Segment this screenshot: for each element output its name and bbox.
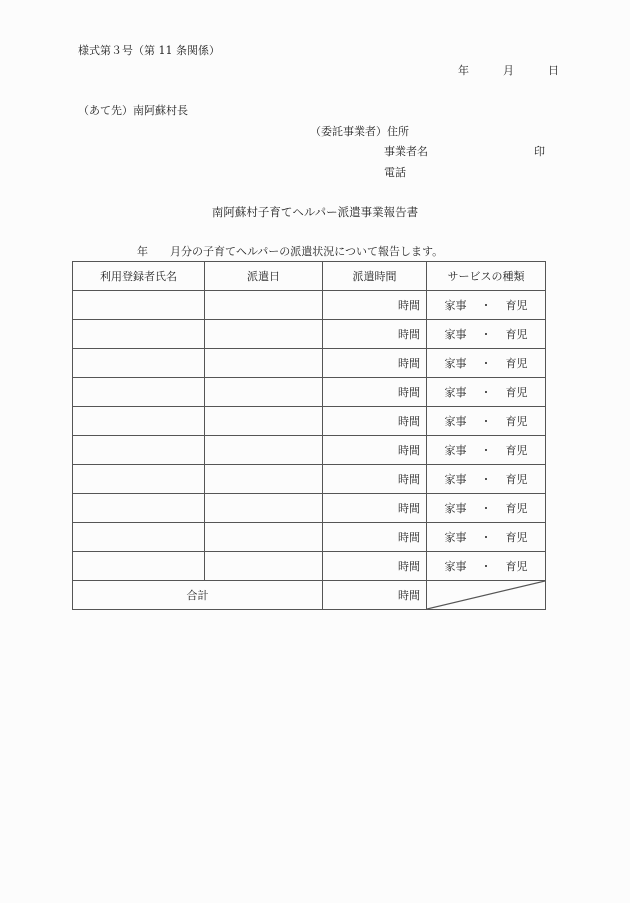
separator-dot: ・ bbox=[480, 444, 492, 457]
total-hours-unit: 時間 bbox=[398, 589, 420, 602]
hours-unit: 時間 bbox=[398, 386, 420, 399]
user-name-cell[interactable] bbox=[73, 494, 205, 523]
dispatch-hours-cell[interactable] bbox=[323, 523, 427, 552]
business-name-label: 事業者名 bbox=[384, 145, 428, 158]
phone-label: 電話 bbox=[384, 166, 406, 179]
col-header-dispatch-hours: 派遣時間 bbox=[323, 262, 427, 291]
separator-dot: ・ bbox=[480, 415, 492, 428]
service-housework-option[interactable]: 家事 bbox=[444, 328, 467, 341]
hours-unit: 時間 bbox=[398, 502, 420, 515]
dispatch-date-cell[interactable] bbox=[205, 291, 323, 320]
total-label: 合計 bbox=[73, 581, 323, 610]
separator-dot: ・ bbox=[480, 328, 492, 341]
separator-dot: ・ bbox=[480, 502, 492, 515]
intro-text: 月分の子育てヘルパーの派遣状況について報告します。 bbox=[170, 245, 444, 258]
table-row bbox=[73, 552, 546, 581]
service-childcare-option[interactable]: 育児 bbox=[505, 473, 528, 486]
service-childcare-option[interactable]: 育児 bbox=[505, 299, 528, 312]
service-housework-option[interactable]: 家事 bbox=[444, 473, 467, 486]
service-childcare-option[interactable]: 育児 bbox=[505, 444, 528, 457]
service-type-cell[interactable] bbox=[427, 407, 546, 436]
separator-dot: ・ bbox=[480, 357, 492, 370]
hours-unit: 時間 bbox=[398, 531, 420, 544]
form-number: 様式第３号（第 11 条関係） bbox=[78, 44, 220, 57]
dispatch-hours-cell[interactable] bbox=[323, 552, 427, 581]
separator-dot: ・ bbox=[480, 299, 492, 312]
service-housework-option[interactable]: 家事 bbox=[444, 357, 467, 370]
dispatch-date-cell[interactable] bbox=[205, 320, 323, 349]
col-header-dispatch-date: 派遣日 bbox=[205, 262, 323, 291]
service-housework-option[interactable]: 家事 bbox=[444, 560, 467, 573]
table-row bbox=[73, 291, 546, 320]
table-row bbox=[73, 523, 546, 552]
seal-mark: 印 bbox=[534, 145, 545, 158]
service-housework-option[interactable]: 家事 bbox=[444, 531, 467, 544]
service-childcare-option[interactable]: 育児 bbox=[505, 502, 528, 515]
report-table bbox=[72, 261, 546, 610]
hours-unit: 時間 bbox=[398, 357, 420, 370]
addressee: （あて先）南阿蘇村長 bbox=[78, 104, 188, 117]
hours-unit: 時間 bbox=[398, 473, 420, 486]
service-childcare-option[interactable]: 育児 bbox=[505, 531, 528, 544]
table-row bbox=[73, 407, 546, 436]
contractor-address-label: （委託事業者）住所 bbox=[310, 125, 409, 138]
hours-unit: 時間 bbox=[398, 328, 420, 341]
service-type-cell[interactable] bbox=[427, 494, 546, 523]
dispatch-date-cell[interactable] bbox=[205, 465, 323, 494]
service-childcare-option[interactable]: 育児 bbox=[505, 386, 528, 399]
table-row bbox=[73, 465, 546, 494]
user-name-cell[interactable] bbox=[73, 407, 205, 436]
service-type-cell[interactable] bbox=[427, 552, 546, 581]
table-row bbox=[73, 436, 546, 465]
user-name-cell[interactable] bbox=[73, 436, 205, 465]
total-hours-cell[interactable] bbox=[323, 581, 427, 610]
user-name-cell[interactable] bbox=[73, 552, 205, 581]
total-row bbox=[73, 581, 546, 610]
user-name-cell[interactable] bbox=[73, 349, 205, 378]
user-name-cell[interactable] bbox=[73, 291, 205, 320]
date-line bbox=[458, 62, 559, 78]
hours-unit: 時間 bbox=[398, 560, 420, 573]
service-type-cell[interactable] bbox=[427, 349, 546, 378]
table-row bbox=[73, 320, 546, 349]
table-row bbox=[73, 349, 546, 378]
service-childcare-option[interactable]: 育児 bbox=[505, 328, 528, 341]
service-type-cell[interactable] bbox=[427, 436, 546, 465]
user-name-cell[interactable] bbox=[73, 523, 205, 552]
dispatch-hours-cell[interactable] bbox=[323, 378, 427, 407]
dispatch-date-cell[interactable] bbox=[205, 378, 323, 407]
service-type-cell[interactable] bbox=[427, 291, 546, 320]
separator-dot: ・ bbox=[480, 531, 492, 544]
dispatch-hours-cell[interactable] bbox=[323, 465, 427, 494]
dispatch-hours-cell[interactable] bbox=[323, 494, 427, 523]
service-type-cell[interactable] bbox=[427, 523, 546, 552]
service-housework-option[interactable]: 家事 bbox=[444, 502, 467, 515]
service-childcare-option[interactable]: 育児 bbox=[505, 415, 528, 428]
date-month-label: 月 bbox=[503, 64, 514, 77]
dispatch-date-cell[interactable] bbox=[205, 436, 323, 465]
total-diagonal-cell bbox=[427, 581, 546, 610]
dispatch-hours-cell[interactable] bbox=[323, 436, 427, 465]
service-housework-option[interactable]: 家事 bbox=[444, 444, 467, 457]
dispatch-date-cell[interactable] bbox=[205, 494, 323, 523]
service-housework-option[interactable]: 家事 bbox=[444, 415, 467, 428]
user-name-cell[interactable] bbox=[73, 320, 205, 349]
dispatch-hours-cell[interactable] bbox=[323, 407, 427, 436]
separator-dot: ・ bbox=[480, 386, 492, 399]
hours-unit: 時間 bbox=[398, 444, 420, 457]
hours-unit: 時間 bbox=[398, 299, 420, 312]
intro-sentence bbox=[137, 243, 443, 259]
document-title: 南阿蘇村子育てヘルパー派遣事業報告書 bbox=[211, 205, 419, 219]
user-name-cell[interactable] bbox=[73, 378, 205, 407]
dispatch-hours-cell[interactable] bbox=[323, 349, 427, 378]
intro-year: 年 bbox=[137, 245, 148, 258]
table-header-row bbox=[73, 262, 546, 291]
separator-dot: ・ bbox=[480, 560, 492, 573]
dispatch-hours-cell[interactable] bbox=[323, 291, 427, 320]
diagonal-line bbox=[427, 581, 545, 609]
separator-dot: ・ bbox=[480, 473, 492, 486]
service-housework-option[interactable]: 家事 bbox=[444, 299, 467, 312]
table-row bbox=[73, 494, 546, 523]
service-housework-option[interactable]: 家事 bbox=[444, 386, 467, 399]
hours-unit: 時間 bbox=[398, 415, 420, 428]
service-childcare-option[interactable]: 育児 bbox=[505, 357, 528, 370]
col-header-user-name: 利用登録者氏名 bbox=[73, 262, 205, 291]
dispatch-hours-cell[interactable] bbox=[323, 320, 427, 349]
table-row bbox=[73, 378, 546, 407]
date-year-label: 年 bbox=[458, 64, 469, 77]
col-header-service-type: サービスの種類 bbox=[427, 262, 546, 291]
service-type-cell[interactable] bbox=[427, 465, 546, 494]
dispatch-date-cell[interactable] bbox=[205, 523, 323, 552]
dispatch-date-cell[interactable] bbox=[205, 552, 323, 581]
service-type-cell[interactable] bbox=[427, 320, 546, 349]
service-type-cell[interactable] bbox=[427, 378, 546, 407]
service-childcare-option[interactable]: 育児 bbox=[505, 560, 528, 573]
dispatch-date-cell[interactable] bbox=[205, 407, 323, 436]
dispatch-date-cell[interactable] bbox=[205, 349, 323, 378]
date-day-label: 日 bbox=[548, 64, 559, 77]
user-name-cell[interactable] bbox=[73, 465, 205, 494]
